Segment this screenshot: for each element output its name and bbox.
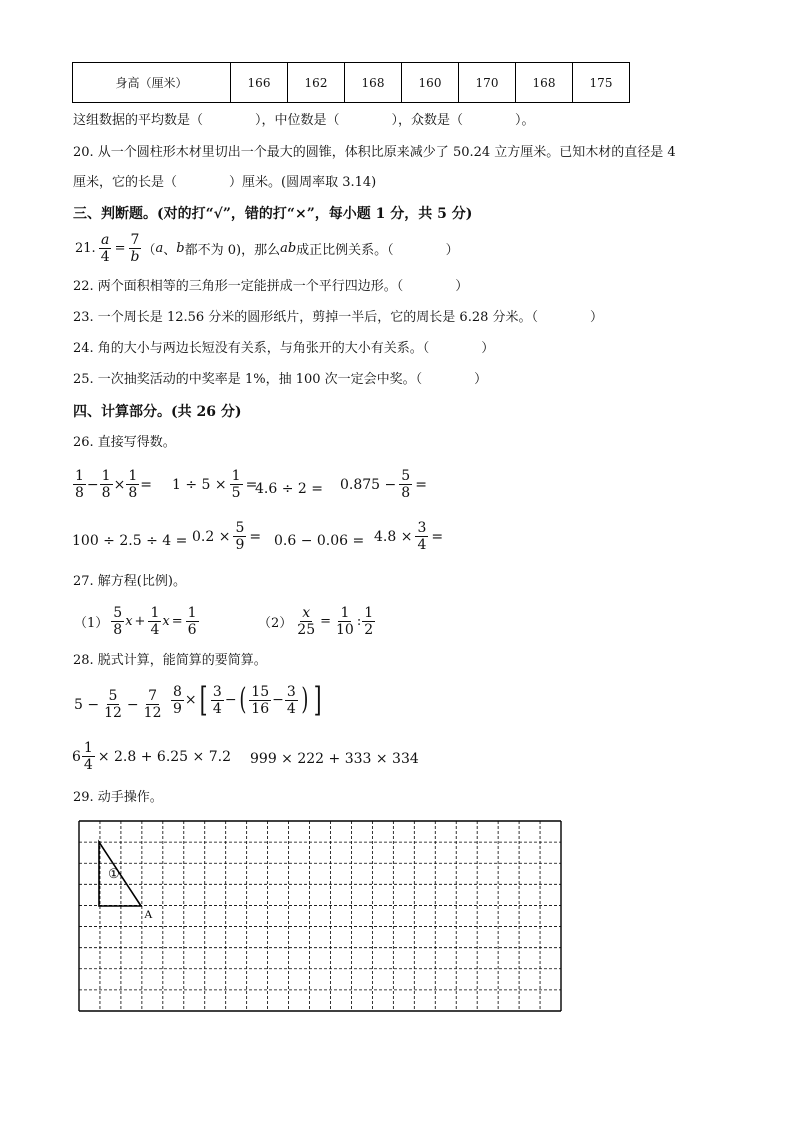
q25-question: 25. 一次抽奖活动的中奖率是 1%，抽 100 次一定会中奖。（ ） [73, 372, 488, 387]
q21-fraction-a: $\frac{a}{4}$ [100, 232, 110, 265]
drawing-grid [78, 820, 562, 1012]
q21-fraction-b: $\frac{7}{b}$ [130, 232, 140, 265]
q27-title: 27. 解方程(比例)。 [73, 574, 186, 589]
q28-expr-1: 5 − $\frac{5}{12}$ − $\frac{7}{12}$ [74, 688, 162, 721]
q21-number: 21. [75, 241, 96, 256]
section3-title: 三、判断题。(对的打“√”，错的打“×”，每小题 1 分，共 5 分) [73, 206, 473, 222]
q28-expr-3: 6 $\frac{1}{4}$ × 2.8 + 6.25 × 7.2 [72, 740, 231, 773]
q27-equation-1: （1） $\frac{5}{8}$ x + $\frac{1}{4}$ x = $\frac{1}{6}$ [74, 605, 197, 638]
table-header-cell: 身高（厘米） [73, 63, 231, 103]
table-cell: 175 [573, 63, 630, 103]
table-cell: 168 [345, 63, 402, 103]
q28-expr-4: 999 × 222 + 333 × 334 [250, 751, 419, 767]
q26-expr-8: 4.8 × $\frac{3}{4}$ = [374, 520, 444, 553]
q26-expr-7: 0.6 − 0.06 = [274, 533, 365, 549]
q26-expr-1: $\frac{1}{8}$ − $\frac{1}{8}$ × $\frac{1}{8}$ = [75, 468, 152, 501]
q28-expr-2: $\frac{8}{9}$ × [ $\frac{3}{4}$ − ( $\frac{15}{16}$ − $\frac{3}{4}$ ) ] [173, 680, 322, 720]
q20-line2: 厘米，它的长是（ ）厘米。(圆周率取 3.14) [73, 175, 377, 190]
q23-question: 23. 一个周长是 12.56 分米的圆形纸片，剪掉一半后，它的周长是 6.28 分米。（ ） [73, 310, 603, 325]
table-cell: 162 [288, 63, 345, 103]
triangle-shape [99, 842, 141, 906]
section4-title: 四、计算部分。(共 26 分) [73, 404, 242, 420]
height-table [72, 62, 630, 103]
q21-question: 21. $\frac{a}{4}$ = $\frac{7}{b}$ （ a 、 b 都不为 0)，那么 ab 成正比例关系。（ ） [75, 232, 459, 265]
table-cell: 166 [231, 63, 288, 103]
table-cell: 170 [459, 63, 516, 103]
table-cell: 160 [402, 63, 459, 103]
q26-expr-3: 4.6 ÷ 2 = [255, 481, 323, 497]
q19-question: 这组数据的平均数是（ ），中位数是（ ），众数是（ ）。 [73, 113, 535, 128]
q27-equation-2: （2） $\frac{x}{25}$ = $\frac{1}{10}$ : $\frac{1}{2}$ [258, 605, 374, 638]
q26-expr-2: 1 ÷ 5 × $\frac{1}{5}$ = [172, 468, 258, 501]
q26-expr-5: 100 ÷ 2.5 ÷ 4 = [72, 533, 188, 549]
q24-question: 24. 角的大小与两边长短没有关系，与角张开的大小有关系。（ ） [73, 341, 495, 356]
q26-expr-4: 0.875 − $\frac{5}{8}$ = [340, 468, 427, 501]
q26-expr-6: 0.2 × $\frac{5}{9}$ = [192, 520, 262, 553]
point-a-label: A [144, 907, 153, 921]
q26-title: 26. 直接写得数。 [73, 435, 176, 450]
q22-question: 22. 两个面积相等的三角形一定能拼成一个平行四边形。（ ） [73, 279, 469, 294]
table-cell: 168 [516, 63, 573, 103]
q28-title: 28. 脱式计算，能简算的要简算。 [73, 653, 267, 668]
q20-line1: 20. 从一个圆柱形木材里切出一个最大的圆锥，体积比原来减少了 50.24 立方厘米。已知木材的直径是 4 [73, 145, 676, 160]
q29-title: 29. 动手操作。 [73, 790, 163, 805]
triangle-label: ① [108, 867, 120, 882]
